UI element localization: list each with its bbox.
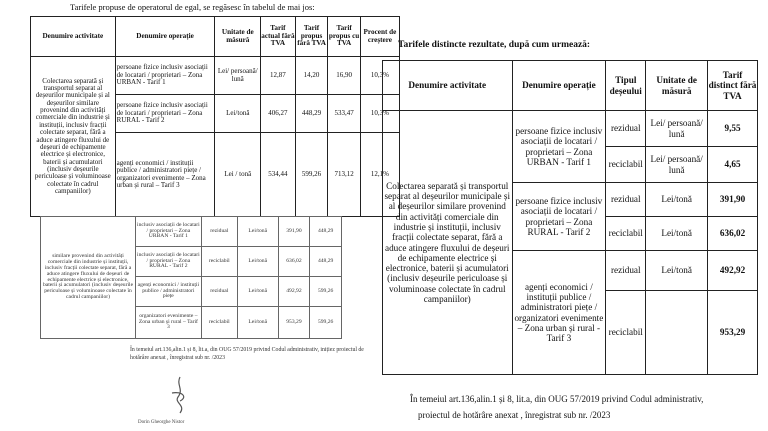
header-waste-type: Tipul deșeului [606,61,646,111]
tariff-cell: 9,55 [708,111,758,147]
type-cell: reciclabil [201,307,237,339]
distinct-tariffs-small-table [40,216,342,339]
waste-type-cell: reciclabil [606,147,646,183]
value-cell: 599,26 [295,133,328,217]
footer-line-2: proiectul de hotărâre anexat , înregistrat sub nr. /2023 [418,409,611,420]
tariff-cell: 953,29 [708,291,758,375]
value-cell: 14,20 [295,57,328,95]
value-cell: 16,90 [328,57,361,95]
footer-line-1: În temeiul art.136,alin.1 și 8, lit.a, din OUG 57/2019 privind Codul administrativ, [410,394,704,404]
operation-cell: inclusiv asociații de locatari / proprietari – Zona RURAL - Tarif 2 [136,247,202,277]
waste-type-cell: rezidual [606,183,646,217]
waste-type-cell: rezidual [606,111,646,147]
value-cell: 10,3% [360,57,399,95]
unit-cell: Lei/tonă [646,183,708,217]
unit-cell: Lei/tonă [215,95,261,133]
left-footer-text: În temeiul art.136,alin.1 și 8, lit.a, din OUG 57/2019 privind Codul administrativ, inițiez proiectul de hotărâre anexat , înregistrat sub nr. /2023 [130,347,364,361]
unit-cell: Lei/tonă [237,307,278,339]
type-cell: reciclabil [201,247,237,277]
tariff-cell: 636,02 [708,217,758,251]
value-cell: 448,29 [310,247,342,277]
operation-cell: persoane fizice inclusiv asociații de locatari / proprietari – Zona URBAN - Tarif 1 [512,111,606,183]
value-cell: 534,44 [261,133,296,217]
tariff-cell: 492,92 [708,251,758,291]
value-cell: 599,26 [310,307,342,339]
table-header-row [383,61,758,111]
activity-cell: Colectarea separată și transportul separat al deșeurilor municipale și al deșeurilor similare provenind din activități comerciale din industrie și instituții, inclusiv fracții colectate separat, fără a aduce atingere fluxului de deșeuri de echipamente electrice și electronice, baterii și acumulatori (inclusiv deșeurile periculoase și voluminoase colectate în cadrul campaniilor) [31,57,116,217]
signature-mark [150,375,210,415]
value-cell: 12,1% [360,133,399,217]
operation-cell: agenți economici / instituții publice / administratori piețe / organizatori evenimente – Zona urban și rural - Tarif 3 [512,251,606,375]
unit-cell: Lei/tonă [237,277,278,307]
operation-cell: persoane fizice inclusiv asociații de locatari / proprietari – Zona RURAL - Tarif 2 [512,183,606,251]
operation-cell: agenți economici / instituții publice / administratori piețe / organizatori evenimente – Zona urban și rural – Tarif 3 [115,133,215,217]
header-proposed-vat: Tarif propus cu TVA [328,17,361,57]
table-header-row [31,17,400,57]
header-tariff: Tarif distinct fără TVA [708,61,758,111]
value-cell: 391,90 [278,217,310,247]
unit-cell: Lei/tonă [237,247,278,277]
table-row [383,111,758,147]
unit-cell [646,291,708,375]
value-cell: 599,26 [310,277,342,307]
proposed-tariffs-table [30,16,400,217]
unit-cell: Lei/ persoană/ lună [215,57,261,95]
header-proposed: Tarif propus fără TVA [295,17,328,57]
waste-type-cell: rezidual [606,251,646,291]
type-cell: rezidual [201,217,237,247]
value-cell: 492,92 [278,277,310,307]
tariff-cell: 4,65 [708,147,758,183]
header-unit: Unitate de măsură [646,61,708,111]
left-intro-text: Tarifele propuse de operatorul de egal, se regăsesc în tabelul de mai jos: [70,2,315,12]
distinct-tariffs-title: Tarifele distincte rezultate, după cum urmează: [398,40,591,50]
header-operation: Denumire operație [115,17,215,57]
type-cell: rezidual [201,277,237,307]
operation-cell: agenți economici / instituții publice / administratori piețe [136,277,202,307]
header-increase: Procent de creștere [360,17,399,57]
header-operation: Denumire operație [512,61,606,111]
operation-cell: persoane fizice inclusiv asociații de locatari / proprietari – Zona URBAN - Tarif 1 [115,57,215,95]
value-cell: 636,02 [278,247,310,277]
waste-type-cell: reciclabil [606,291,646,375]
distinct-tariffs-table [382,60,758,375]
unit-cell: Lei/tonă [646,217,708,251]
waste-type-cell: reciclabil [606,217,646,251]
table-row [31,57,400,95]
tariff-cell: 391,90 [708,183,758,217]
table-row [41,217,342,247]
signer-name: Dorin Gheorghe Nistor [138,420,185,425]
header-activity: Denumire activitate [383,61,513,111]
value-cell: 713,12 [328,133,361,217]
value-cell: 448,29 [310,217,342,247]
activity-cell: similare provenind din activități comerciale din industrie și instituții, inclusiv fracții colectate separat, fără a aduce atingere fluxului de deșeuri de echipamente electrice și electronice, baterii și acumulatori (inclusiv deșeurile periculoase și voluminoase colectate în cadrul campaniilor) [41,217,136,339]
unit-cell: Lei/ persoană/ lună [646,111,708,147]
operation-cell: persoane fizice inclusiv asociații de locatari / proprietari – Zona RURAL - Tarif 2 [115,95,215,133]
value-cell: 10,3% [360,95,399,133]
value-cell: 448,29 [295,95,328,133]
value-cell: 953,29 [278,307,310,339]
value-cell: 406,27 [261,95,296,133]
value-cell: 12,87 [261,57,296,95]
unit-cell: Lei/ persoană/ lună [646,147,708,183]
unit-cell: Lei/tonă [646,251,708,291]
header-current: Tarif actual fără TVA [261,17,296,57]
activity-cell: Colectarea separată și transportul separat al deșeurilor municipale și al deșeurilor similare provenind din activități comerciale din industrie și instituții, inclusiv fracții colectate separat, fără a aduce atingere fluxului de deșeuri de echipamente electrice și electronice, baterii și acumulatori (inclusiv deșeurile periculoase și voluminoase colectate în cadrul campaniilor) [383,111,513,375]
operation-cell: inclusiv asociații de locatari / proprietari – Zona URBAN - Tarif 1 [136,217,202,247]
right-footer-text [410,392,760,424]
unit-cell: Lei/tonă [237,217,278,247]
value-cell: 533,47 [328,95,361,133]
unit-cell: Lei / tonă [215,133,261,217]
header-unit: Unitate de măsură [215,17,261,57]
operation-cell: organizatori evenimente – Zona urban și rural – Tarif 3 [136,307,202,339]
header-activity: Denumire activitate [31,17,116,57]
